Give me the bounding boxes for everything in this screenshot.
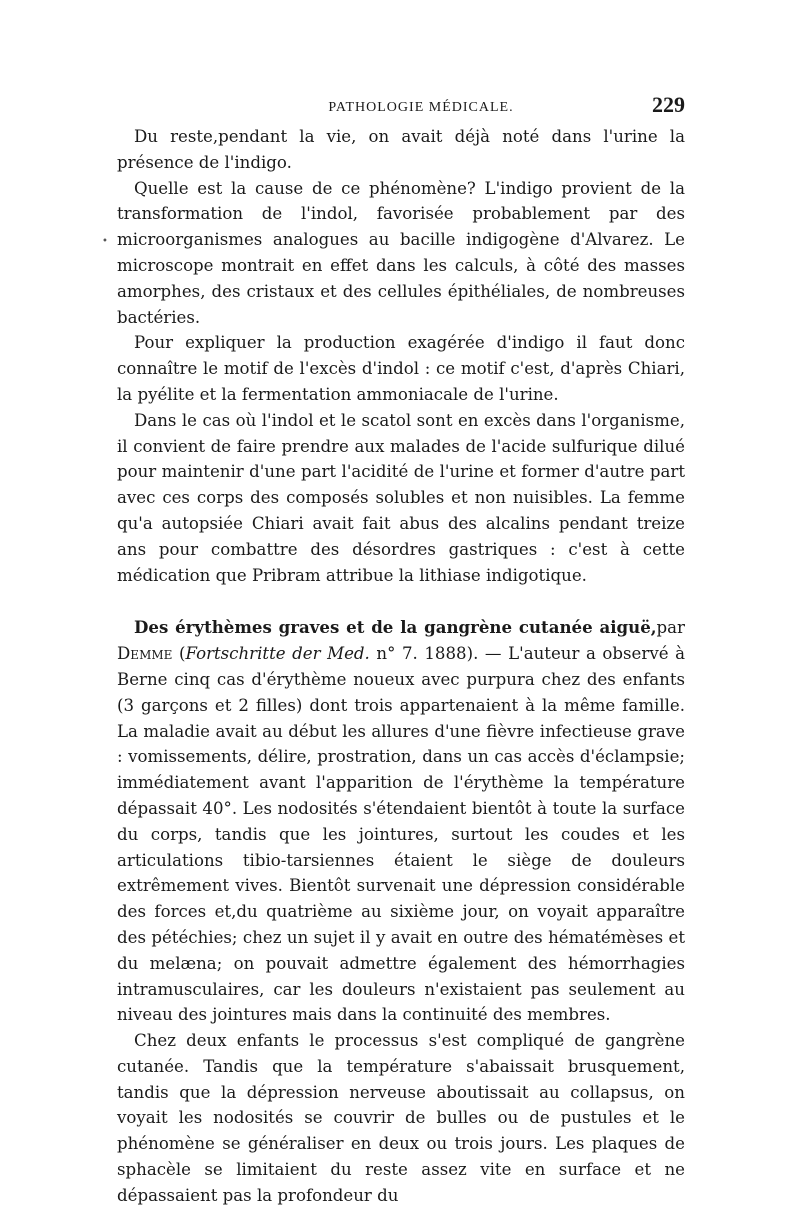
paragraph: Dans le cas où l'indol et le scatol sont en excès dans l'organisme, il convient de faire prendre aux malades de l'acide sulfurique dilué pour maintenir d'une part l'acidité de l'urine et former d'autre part avec ces corps des composés solubles et non nuisibles. La femme qu'a autopsiée Chiari avait fait abus des alcalins pendant treize ans pour combattre des désordres gastriques : c'est à cette médication que Pribram attribue la lithiase indigotique. [117, 410, 685, 585]
page-number: 229 [652, 92, 685, 117]
citation-rest: n° 7. 1888). — [369, 644, 509, 664]
journal-name: Fortschritte der Med. [185, 644, 370, 664]
running-title: PATHOLOGIE MÉDICALE. [328, 100, 514, 115]
paragraph: Chez deux enfants le processus s'est compliqué de gangrène cutanée. Tandis que la température s'abaissait brusquement, tandis que la dépression nerveuse aboutissait au collapsus, on voyait les nodosités se couvrir de bulles ou de pustules et le phénomène se généraliser en deux ou trois jours. Les plaques de sphacèle se limitaient du reste assez vite en surface et ne dépassaient pas la profondeur du [117, 1031, 685, 1205]
paragraph: Du reste,pendant la vie, on avait déjà noté dans l'urine la présence de l'indigo. [117, 127, 685, 172]
page-body [117, 124, 685, 1209]
citation-open: ( [172, 644, 186, 664]
article-author: Demme [117, 644, 173, 664]
article-paragraph [117, 615, 685, 1028]
paragraph: Pour expliquer la production exagérée d'indigo il faut donc connaître le motif de l'excès d'indol : ce motif c'est, d'après Chiari, la pyélite et la fermentation ammoniacale de l'urine. [117, 333, 685, 404]
article-intro: L'auteur a observé à Berne cinq cas d'érythème noueux avec purpura chez des enfants (3 garçons et 2 filles) dont trois appartenaient à la même famille. La maladie avait au début les allures d'une fièvre infectieuse grave : vomissements, délire, prostration, dans un cas accès d'éclampsie; immédiatement avant l'apparition de l'érythème la température dépassait 40°. Les nodosités s'étendaient bientôt à toute la surface du corps, tandis que les jointures, surtout les coudes et les articulations tibio-tarsiennes étaient le siège de douleurs extrêmement vives. Bientôt survenait une dépression considérable des forces et,du quatrième au sixième jour, on voyait apparaître des pétéchies; chez un sujet il y avait en outre des hématémèses et du melæna; on pouvait admettre également des hémorrhagies intramusculaires, car les douleurs n'existaient pas seulement au niveau des jointures mais dans la continuité des membres. [117, 644, 685, 1025]
section-gap [117, 588, 685, 615]
paragraph: Quelle est la cause de ce phénomène? L'indigo provient de la transformation de l'indol, favorisée probablement par des microorganismes analogues au bacille indigogène d'Alvarez. Le microscope montrait en effet dans les calculs, à côté des masses amorphes, des cristaux et des cellules épithéliales, de nombreuses bactéries. [117, 178, 685, 327]
page-header [117, 92, 685, 122]
article-by: par [656, 618, 685, 638]
article-title: Des érythèmes graves et de la gangrène cutanée aiguë, [134, 617, 657, 638]
stray-mark: • [102, 236, 108, 247]
